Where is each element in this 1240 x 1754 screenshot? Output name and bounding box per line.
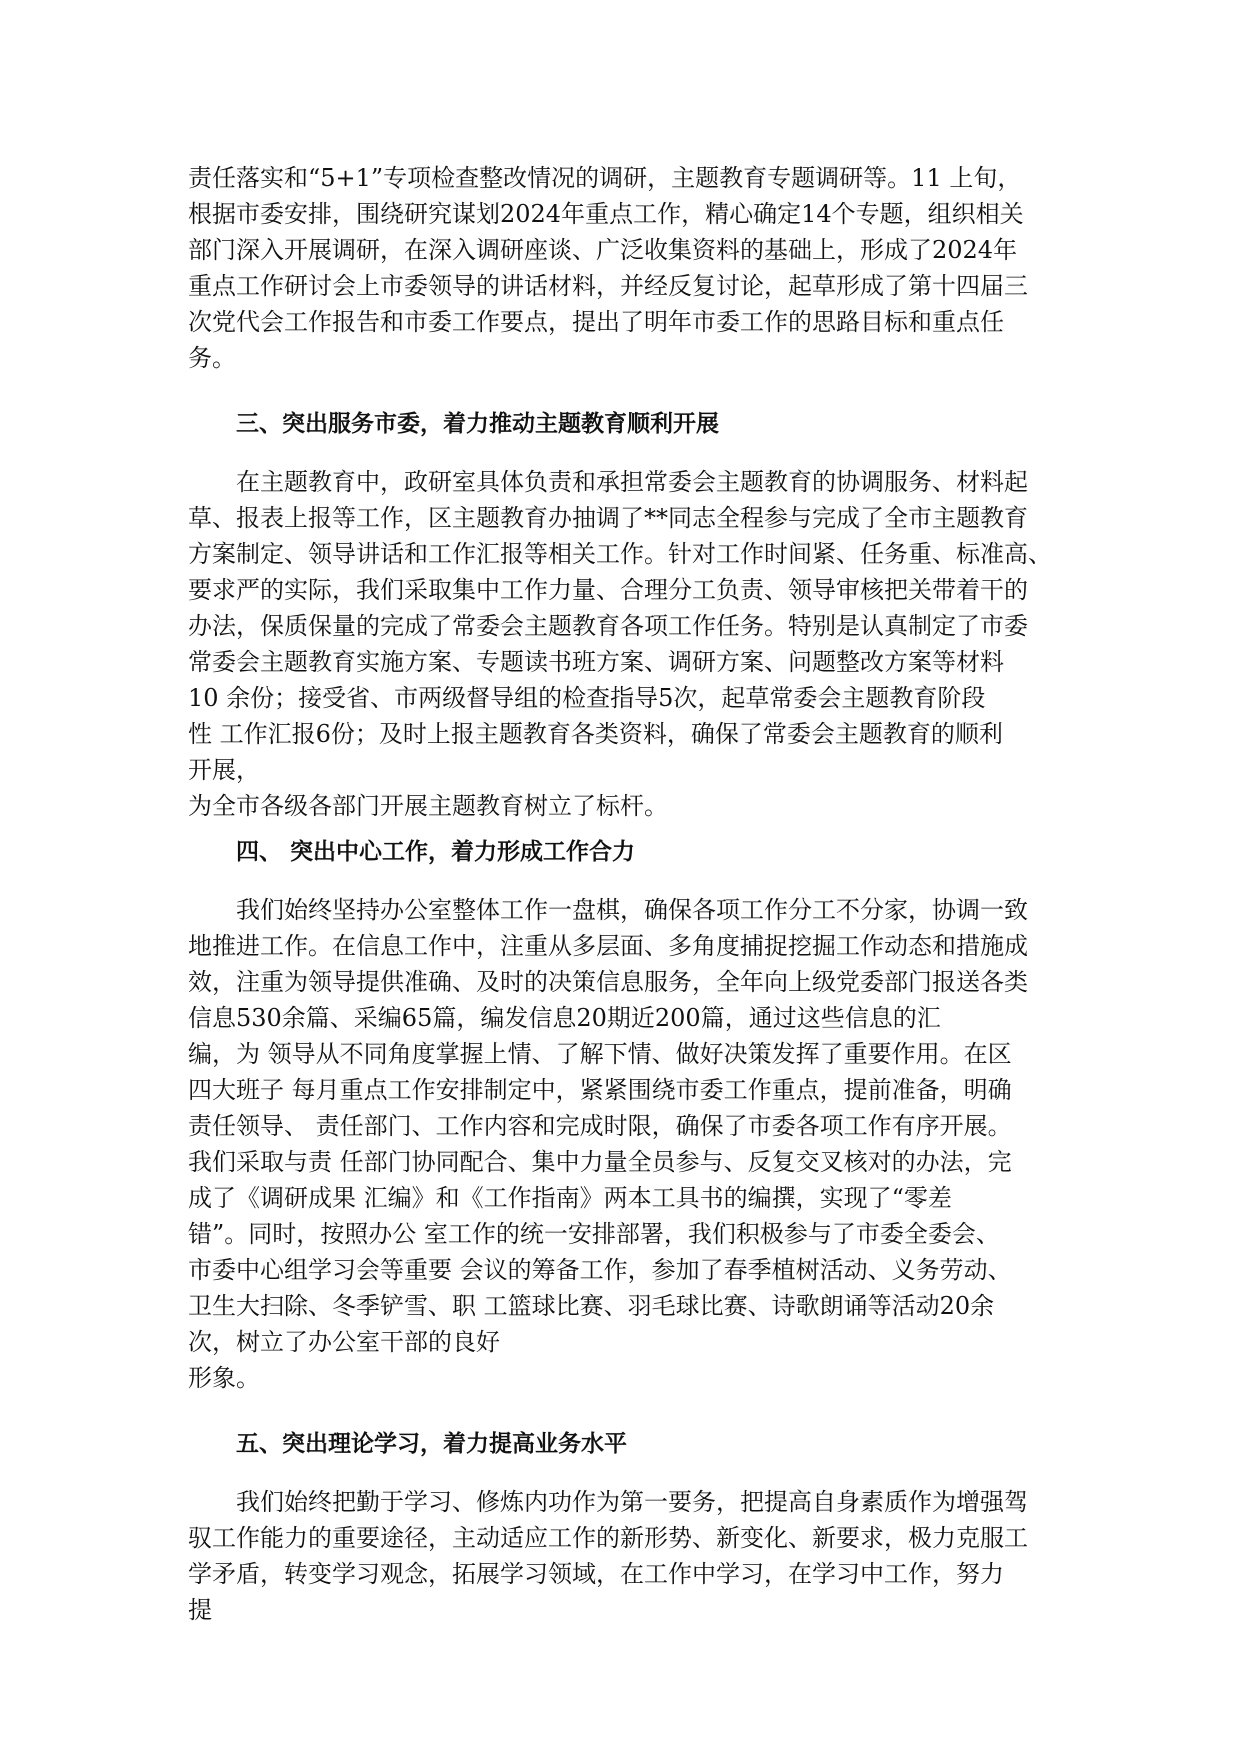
text-line: 我们始终坚持办公室整体工作一盘棋，确保各项工作分工不分家，协调一致 xyxy=(236,896,1028,924)
text-line: 办法，保质保量的完成了常委会主题教育各项工作任务。特别是认真制定了市委 xyxy=(188,612,1028,640)
paragraph-theory-study xyxy=(188,1484,1058,1628)
text-line: 我们始终把勤于学习、修炼内功作为第一要务，把提高自身素质作为增强驾 xyxy=(236,1488,1028,1516)
paragraph-research xyxy=(188,160,1058,376)
text-line: 重点工作研讨会上市委领导的讲话材料，并经反复讨论，起草形成了第十四届三 xyxy=(188,272,1028,300)
text-line: 部门深入开展调研，在深入调研座谈、广泛收集资料的基础上，形成了2024年 xyxy=(188,236,1018,264)
text-line: 效，注重为领导提供准确、及时的决策信息服务，全年向上级党委部门报送各类 xyxy=(188,968,1028,996)
text-line: 根据市委安排，围绕研究谋划2024年重点工作，精心确定14个专题，组织相关 xyxy=(188,200,1024,228)
text-line: 四大班子 每月重点工作安排制定中，紧紧围绕市委工作重点，提前准备，明确 xyxy=(188,1076,1012,1104)
text-line: 次党代会工作报告和市委工作要点，提出了明年市委工作的思路目标和重点任 xyxy=(188,308,1004,336)
text-line: 次，树立了办公室干部的良好 xyxy=(188,1328,500,1356)
text-line: 编，为 领导从不同角度掌握上情、了解下情、做好决策发挥了重要作用。在区 xyxy=(188,1040,1012,1068)
text-line: 性 工作汇报6份；及时上报主题教育各类资料，确保了常委会主题教育的顺利 xyxy=(188,720,1003,748)
text-line: 形象。 xyxy=(188,1364,260,1392)
text-line: 务。 xyxy=(188,344,236,372)
text-line: 在主题教育中，政研室具体负责和承担常委会主题教育的协调服务、材料起 xyxy=(236,468,1028,496)
text-line: 方案制定、领导讲话和工作汇报等相关工作。针对工作时间紧、任务重、标准高、 xyxy=(188,540,1052,568)
text-line: 要求严的实际，我们采取集中工作力量、合理分工负责、领导审核把关带着干的 xyxy=(188,576,1028,604)
text-line: 地推进工作。在信息工作中，注重从多层面、多角度捕捉挖掘工作动态和措施成 xyxy=(188,932,1028,960)
text-line: 学矛盾，转变学习观念，拓展学习领域，在工作中学习，在学习中工作，努力 xyxy=(188,1560,1004,1588)
text-line: 错”。同时，按照办公 室工作的统一安排部署，我们积极参与了市委全委会、 xyxy=(188,1220,1000,1248)
section-heading-4: 四、 突出中心工作，着力形成工作合力 xyxy=(236,839,636,865)
text-line: 常委会主题教育实施方案、专题读书班方案、调研方案、问题整改方案等材料 xyxy=(188,648,1004,676)
text-line: 责任落实和“5+1”专项检查整改情况的调研，主题教育专题调研等。11 上旬， xyxy=(188,164,1022,192)
text-line: 草、报表上报等工作，区主题教育办抽调了**同志全程参与完成了全市主题教育 xyxy=(188,504,1028,532)
text-line: 信息530余篇、采编65篇，编发信息20期近200篇，通过这些信息的汇 xyxy=(188,1004,941,1032)
text-line: 提 xyxy=(188,1596,212,1624)
text-line: 驭工作能力的重要途径，主动适应工作的新形势、新变化、新要求，极力克服工 xyxy=(188,1524,1028,1552)
document-body xyxy=(188,160,1058,1628)
text-line: 10 余份；接受省、市两级督导组的检查指导5次，起草常委会主题教育阶段 xyxy=(188,684,986,712)
paragraph-central-work xyxy=(188,892,1058,1396)
text-line: 为全市各级各部门开展主题教育树立了标杆。 xyxy=(188,792,668,820)
text-line: 我们采取与责 任部门协同配合、集中力量全员参与、反复交叉核对的办法，完 xyxy=(188,1148,1012,1176)
section-heading-3: 三、突出服务市委，着力推动主题教育顺利开展 xyxy=(236,411,719,437)
text-line: 市委中心组学习会等重要 会议的筹备工作，参加了春季植树活动、义务劳动、 xyxy=(188,1256,1012,1284)
section-heading-5: 五、突出理论学习，着力提高业务水平 xyxy=(236,1431,627,1457)
paragraph-theme-education xyxy=(188,464,1058,824)
text-line: 责任领导、 责任部门、工作内容和完成时限，确保了市委各项工作有序开展。 xyxy=(188,1112,1012,1140)
text-line: 成了《调研成果 汇编》和《工作指南》两本工具书的编撰，实现了“零差 xyxy=(188,1184,952,1212)
text-line: 开展， xyxy=(188,756,260,784)
text-line: 卫生大扫除、冬季铲雪、职 工篮球比赛、羽毛球比赛、诗歌朗诵等活动20余 xyxy=(188,1292,995,1320)
